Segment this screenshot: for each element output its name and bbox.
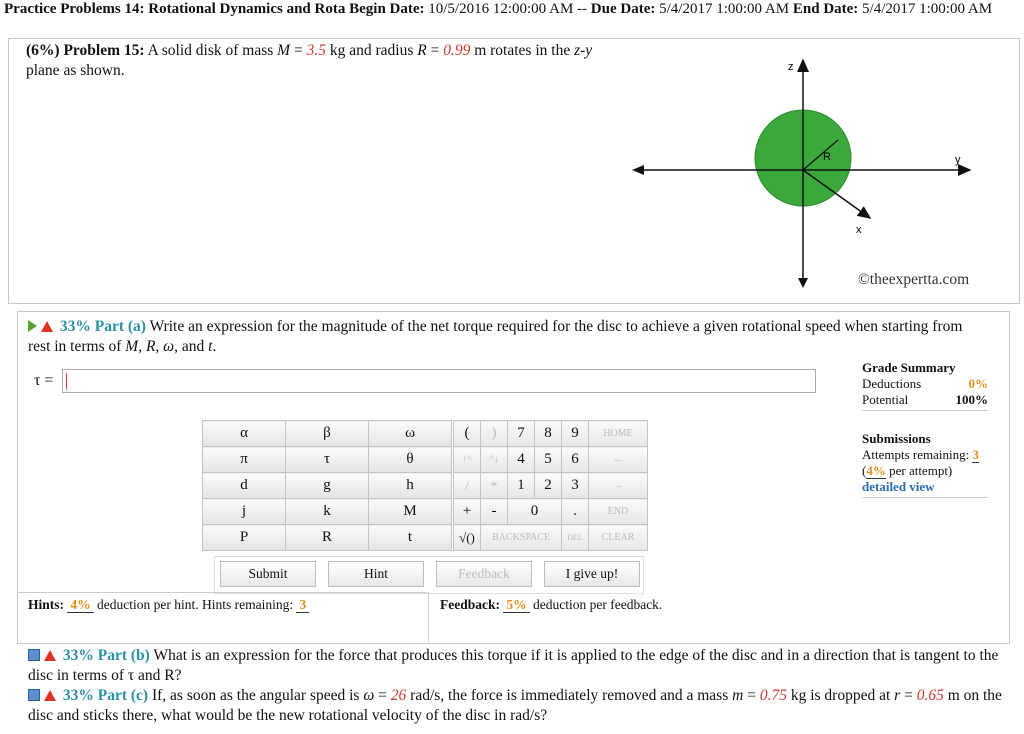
key-4[interactable]: 4	[508, 447, 535, 473]
hints-remaining: 3	[296, 597, 309, 613]
key-sqrt[interactable]: √()	[454, 525, 481, 551]
due-value: 5/4/2017 1:00:00 AM	[659, 1, 790, 17]
end-value: 5/4/2017 1:00:00 AM	[862, 1, 993, 17]
omega-symbol: ω	[363, 687, 375, 704]
part-c-text: rad/s, the force is immediately removed and a mass	[410, 687, 729, 704]
part-b-expand-icon[interactable]	[28, 649, 40, 661]
key-end[interactable]: END	[589, 499, 648, 525]
omega-value: 26	[390, 687, 407, 704]
key-decimal[interactable]: .	[562, 499, 589, 525]
key-pi[interactable]: π	[203, 447, 286, 473]
per-attempt-label: per attempt)	[889, 463, 953, 478]
end-label: End Date:	[792, 1, 859, 17]
per-attempt-value: 4%	[866, 463, 886, 478]
part-b-text: What is an expression for the force that produces this torque if it is applied to the edge of the disc and in a direction that is tangent to the disc in terms of τ and R?	[28, 647, 999, 684]
answer-label: τ =	[34, 372, 54, 389]
radius-symbol: R	[417, 42, 427, 59]
grade-summary-title: Grade Summary	[862, 360, 956, 375]
give-up-button[interactable]: I give up!	[544, 561, 640, 587]
equals: =	[747, 687, 756, 704]
mass-symbol: M	[277, 42, 291, 59]
problem-text: A solid disk of mass	[147, 42, 274, 59]
submissions-title: Submissions	[862, 431, 931, 446]
x-axis-label: x	[856, 224, 862, 236]
key-9[interactable]: 9	[562, 421, 589, 447]
key-2[interactable]: 2	[535, 473, 562, 499]
due-label: Due Date:	[590, 1, 656, 17]
key-clear[interactable]: CLEAR	[589, 525, 648, 551]
key-close-paren[interactable]: )	[481, 421, 508, 447]
warning-icon	[44, 690, 56, 701]
problem-text: kg and radius	[329, 42, 414, 59]
part-c-text: m on the disc and sticks there, what would be the new rotational velocity of the disc in rad/s?	[28, 687, 1002, 724]
hints-info	[28, 597, 309, 613]
hint-button[interactable]: Hint	[328, 561, 424, 587]
key-del[interactable]: DEL	[562, 525, 589, 551]
y-axis-label: y	[955, 154, 961, 166]
rotating-disk-figure	[620, 50, 990, 290]
part-c-expand-icon[interactable]	[28, 689, 40, 701]
hints-label: Hints:	[28, 597, 65, 612]
part-b-question[interactable]	[28, 646, 1003, 686]
potential-value: 100%	[955, 392, 988, 407]
key-theta[interactable]: θ	[369, 447, 452, 473]
key-5[interactable]: 5	[535, 447, 562, 473]
key-alpha[interactable]: α	[203, 421, 286, 447]
submit-button[interactable]: Submit	[220, 561, 316, 587]
part-a-question	[28, 317, 978, 357]
feedback-deduction: 5%	[503, 597, 529, 613]
key-multiply[interactable]: *	[481, 473, 508, 499]
grade-summary	[862, 360, 988, 498]
assignment-header	[4, 0, 1020, 18]
deductions-value: 0%	[968, 376, 988, 391]
mass-value: 3.5	[306, 42, 326, 59]
key-P[interactable]: P	[203, 525, 286, 551]
part-c-question[interactable]	[28, 686, 1003, 726]
problem-text: plane as shown.	[26, 62, 125, 79]
expand-arrow-icon[interactable]	[28, 320, 37, 332]
r-value: 0.65	[916, 687, 944, 704]
symbol-keypad	[202, 420, 452, 551]
attempts-value: 3	[972, 447, 979, 462]
part-c-text: If, as soon as the angular speed is	[151, 687, 360, 704]
text-cursor	[66, 373, 67, 389]
key-7[interactable]: 7	[508, 421, 535, 447]
key-M[interactable]: M	[369, 499, 452, 525]
warning-icon	[44, 650, 56, 661]
key-tau[interactable]: τ	[286, 447, 369, 473]
part-a-and: and	[181, 338, 205, 355]
part-a-weight: 33% Part (a)	[59, 318, 146, 335]
deductions-row	[862, 376, 988, 392]
equals: =	[293, 42, 303, 59]
attempts-row	[862, 447, 988, 463]
key-superscript-down[interactable]: ^↓	[481, 447, 508, 473]
detail-row	[862, 479, 988, 498]
key-k[interactable]: k	[286, 499, 369, 525]
radius-value: 0.99	[443, 42, 471, 59]
problem-text: m rotates in the	[474, 42, 571, 59]
deductions-label: Deductions	[862, 376, 922, 391]
feedback-text: deduction per feedback.	[533, 597, 663, 612]
key-j[interactable]: j	[203, 499, 286, 525]
detailed-view-link[interactable]: detailed view	[862, 479, 935, 494]
part-a-text: Write an expression for the magnitude of the net torque required for the disc to achieve a given rotational speed when starting from rest in terms of	[28, 318, 963, 355]
equals: =	[430, 42, 440, 59]
problem-weight: (6%) Problem 15:	[26, 42, 145, 59]
equals: =	[378, 687, 387, 704]
key-beta[interactable]: β	[286, 421, 369, 447]
key-t[interactable]: t	[369, 525, 452, 551]
key-home[interactable]: HOME	[589, 421, 648, 447]
key-0[interactable]: 0	[508, 499, 562, 525]
course-title: Practice Problems 14: Rotational Dynamics and Rota	[4, 1, 346, 17]
begin-value: 10/5/2016 12:00:00 AM --	[428, 1, 588, 17]
feedback-info	[440, 597, 662, 613]
hints-feedback-divider	[428, 592, 429, 642]
key-8[interactable]: 8	[535, 421, 562, 447]
potential-row	[862, 392, 988, 411]
key-6[interactable]: 6	[562, 447, 589, 473]
per-attempt-row	[862, 463, 988, 479]
potential-label: Potential	[862, 392, 909, 407]
z-axis-label: z	[788, 61, 794, 73]
per-attempt-open: (	[862, 463, 867, 478]
part-a-period: .	[212, 338, 217, 355]
hints-text: deduction per hint. Hints remaining:	[97, 597, 294, 612]
key-backspace[interactable]: BACKSPACE	[481, 525, 562, 551]
answer-input[interactable]	[62, 369, 816, 393]
key-left-arrow[interactable]: ←	[589, 447, 648, 473]
key-omega[interactable]: ω	[369, 421, 452, 447]
m-symbol: m	[732, 687, 744, 704]
equals: =	[904, 687, 913, 704]
key-d[interactable]: d	[203, 473, 286, 499]
y-axis-left-arrow	[632, 165, 644, 175]
attempts-label: Attempts remaining:	[862, 447, 970, 462]
key-h[interactable]: h	[369, 473, 452, 499]
z-axis-down-arrow	[798, 278, 808, 288]
key-minus[interactable]: -	[481, 499, 508, 525]
key-right-arrow[interactable]: →	[589, 473, 648, 499]
part-a-vars: M, R, ω,	[125, 338, 178, 355]
key-plus[interactable]: +	[454, 499, 481, 525]
part-c-weight: 33% Part (c)	[62, 687, 149, 704]
copyright-credit: ©theexpertta.com	[858, 271, 970, 288]
key-g[interactable]: g	[286, 473, 369, 499]
key-R[interactable]: R	[286, 525, 369, 551]
part-b-weight: 33% Part (b)	[62, 647, 150, 664]
feedback-label: Feedback:	[440, 597, 500, 612]
key-open-paren[interactable]: (	[454, 421, 481, 447]
warning-icon	[41, 321, 53, 332]
problem-statement	[26, 41, 616, 81]
key-3[interactable]: 3	[562, 473, 589, 499]
key-1[interactable]: 1	[508, 473, 535, 499]
hints-divider	[17, 592, 427, 593]
begin-label: Begin Date:	[349, 1, 425, 17]
m-value: 0.75	[759, 687, 787, 704]
r-symbol: r	[894, 687, 901, 704]
radius-label: R	[823, 151, 831, 163]
key-divide[interactable]: /	[454, 473, 481, 499]
feedback-button[interactable]: Feedback	[436, 561, 532, 587]
numeric-keypad	[453, 420, 648, 551]
part-a-t-var: t	[208, 338, 213, 355]
key-superscript-up[interactable]: ↑^	[454, 447, 481, 473]
plane-label: z-y	[574, 42, 593, 59]
hints-deduction: 4%	[67, 597, 93, 613]
part-c-text: kg is dropped at	[790, 687, 891, 704]
